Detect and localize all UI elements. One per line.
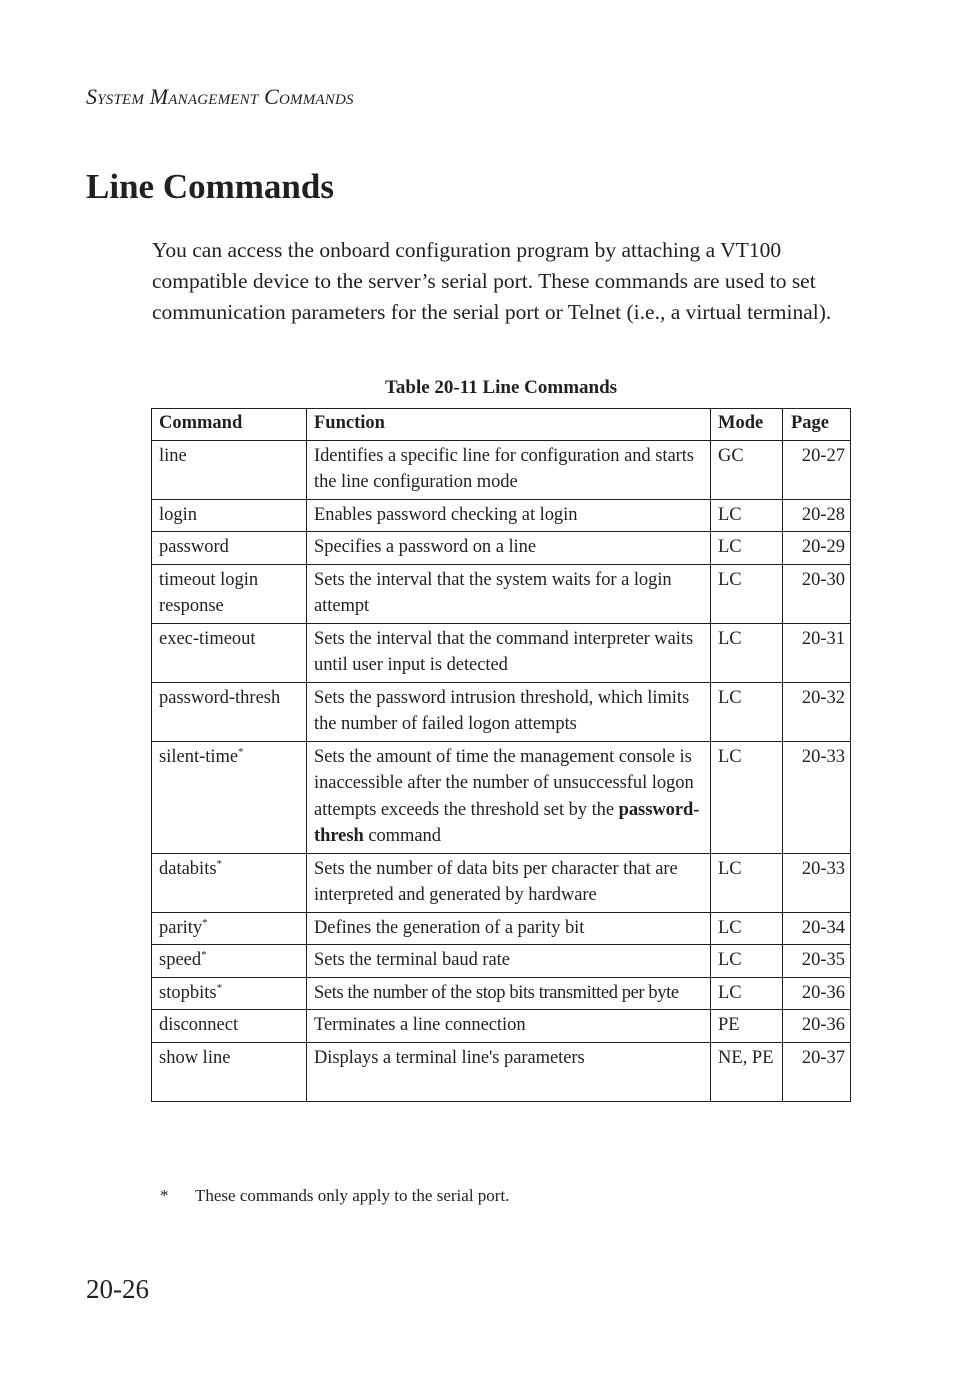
mode-cell: PE [711,1010,783,1043]
page-cell: 20-30 [783,564,851,623]
table-row [152,977,851,1010]
table-row [152,499,851,532]
function-cell: Defines the generation of a parity bit [307,912,711,945]
footnote-text: These commands only apply to the serial port. [195,1186,510,1205]
page-cell: 20-31 [783,623,851,682]
page-title: Line Commands [86,167,334,206]
mode-cell: LC [711,945,783,978]
command-cell: exec-timeout [152,623,307,682]
table-header-row [152,409,851,441]
command-cell [152,977,307,1010]
function-text-tail: command [368,826,441,846]
page-cell: 20-35 [783,945,851,978]
header-function: Function [307,409,711,441]
mode-cell: LC [711,532,783,565]
page-cell: 20-36 [783,977,851,1010]
function-cell [307,741,711,853]
page-cell: 20-28 [783,499,851,532]
page-cell: 20-29 [783,532,851,565]
table-row [152,682,851,741]
page-cell: 20-36 [783,1010,851,1043]
command-name: stopbits [159,982,217,1003]
page-cell: 20-27 [783,440,851,499]
footnote-mark: * [201,949,207,961]
table-row [152,945,851,978]
command-cell [152,853,307,912]
function-cell: Sets the number of data bits per character that are interpreted and generated by hardware [307,853,711,912]
mode-cell: LC [711,499,783,532]
function-cell: Identifies a specific line for configuration and starts the line configuration mode [307,440,711,499]
page-number: 20-26 [86,1274,149,1304]
table-caption: Table 20-11 Line Commands [384,377,618,398]
intro-paragraph: You can access the onboard configuration program by attaching a VT100 compatible device to the server’s serial port. These commands are used to set communication parameters for the serial port or Telnet (i.e., a virtual terminal). [152,238,832,324]
function-cell: Sets the interval that the command interpreter waits until user input is detected [307,623,711,682]
command-cell: password [152,532,307,565]
line-commands-table [151,408,851,1102]
mode-cell: NE, PE [711,1042,783,1101]
function-cell: Enables password checking at login [307,499,711,532]
command-cell [152,912,307,945]
mode-cell: GC [711,440,783,499]
function-cell: Terminates a line connection [307,1010,711,1043]
page-cell: 20-34 [783,912,851,945]
page-cell: 20-33 [783,741,851,853]
command-cell: timeout login response [152,564,307,623]
command-cell: login [152,499,307,532]
mode-cell: LC [711,912,783,945]
table-row [152,532,851,565]
command-cell: show line [152,1042,307,1101]
command-name: parity [159,917,203,938]
page-cell: 20-33 [783,853,851,912]
mode-cell: LC [711,853,783,912]
command-name: silent-time [159,746,239,767]
header-command: Command [152,409,307,441]
command-name: databits [159,858,217,879]
mode-cell: LC [711,623,783,682]
table-row [152,564,851,623]
table-row [152,741,851,853]
running-head: System Management Commands [86,84,354,109]
table-row [152,623,851,682]
command-cell: disconnect [152,1010,307,1043]
table-row [152,853,851,912]
footnote-symbol: * [160,1186,169,1205]
function-cell: Sets the number of the stop bits transmitted per byte [307,977,711,1010]
command-cell [152,741,307,853]
footnote-mark: * [216,857,223,870]
function-cell: Specifies a password on a line [307,532,711,565]
command-name: speed [159,950,202,970]
mode-cell: LC [711,564,783,623]
page-cell: 20-32 [783,682,851,741]
function-cell: Sets the terminal baud rate [307,945,711,978]
table-row [152,440,851,499]
command-cell: line [152,440,307,499]
function-bold-command: password-thresh [314,799,700,846]
footnote-mark: * [202,916,208,929]
mode-cell: LC [711,682,783,741]
footnote-mark: * [238,745,244,758]
table-footnote [160,1184,509,1208]
function-text: Sets the amount of time the management console is inaccessible after the number of unsuccessful logon attempts exceeds the threshold set by the [314,746,694,820]
table-row [152,1010,851,1043]
function-cell: Sets the password intrusion threshold, which limits the number of failed logon attempts [307,682,711,741]
table-row [152,912,851,945]
command-cell: password-thresh [152,682,307,741]
page-cell: 20-37 [783,1042,851,1101]
mode-cell: LC [711,741,783,853]
command-cell [152,945,307,978]
header-mode: Mode [711,409,783,441]
table-row [152,1042,851,1101]
mode-cell: LC [711,977,783,1010]
footnote-mark: * [216,981,223,994]
function-cell: Sets the interval that the system waits for a login attempt [307,564,711,623]
header-page: Page [783,409,851,441]
function-cell: Displays a terminal line's parameters [307,1042,711,1101]
